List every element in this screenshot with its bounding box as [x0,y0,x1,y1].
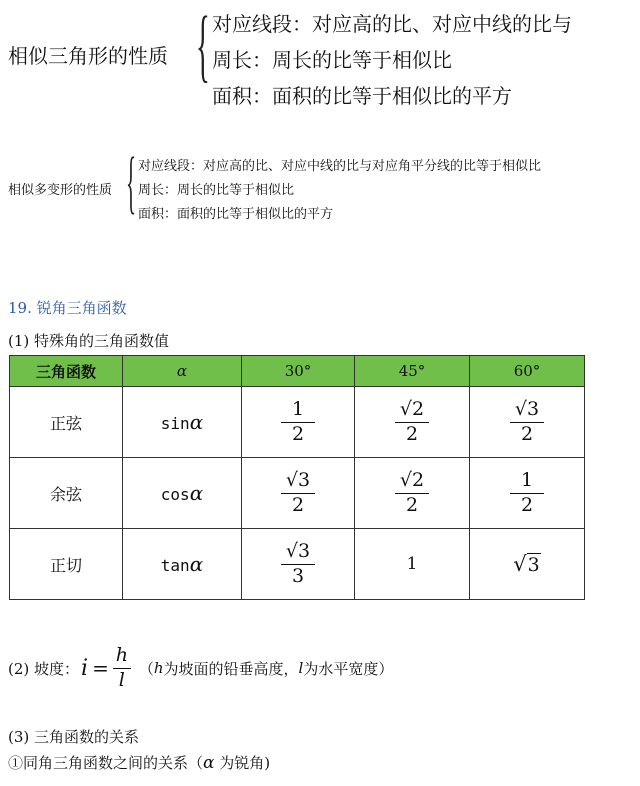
denominator: 2 [291,422,305,445]
radicand: 3 [527,554,540,576]
header-cell: 30° [242,356,355,387]
denominator: 3 [291,564,305,587]
slope-prefix: (2) 坡度： [8,659,80,678]
similar-triangle-label: 相似三角形的性质 [8,44,168,68]
fraction [281,468,315,516]
slope-note-end: 为水平宽度） [303,659,394,678]
relations-item-1 [8,752,270,773]
header-cell: 45° [355,356,470,387]
func-cell [123,387,242,458]
brace-icon: { [126,144,137,221]
fraction [281,539,315,587]
slope-note-h: h [153,659,164,677]
subsection-title: (1) 特殊角的三角函数值 [8,332,170,350]
triangle-line-segment: 对应线段：对应高的比、对应中线的比与 [212,12,572,36]
fraction [510,397,544,445]
slope-equals: = [92,656,109,680]
radical-icon: √ [513,552,527,576]
func-name: sin [160,414,190,433]
relations-item-post: 为锐角) [214,754,271,772]
value-cell [242,529,355,600]
section-heading: 19. 锐角三角函数 [8,299,127,317]
value-cell [470,458,585,529]
fraction [395,468,429,516]
numerator: √3 [285,468,311,491]
value-cell [355,458,470,529]
table-row [10,529,585,600]
slope-denominator: l [118,668,125,691]
relations-title: (3) 三角函数的关系 [8,728,140,746]
slope-i: i [81,655,89,681]
func-cell [123,529,242,600]
numerator: √2 [399,397,425,420]
value-cell [355,387,470,458]
value-cell [355,529,470,600]
func-alpha: α [189,410,204,434]
func-cell [123,458,242,529]
row-name-cell: 余弦 [10,458,123,529]
similar-polygon-label: 相似多变形的性质 [8,183,113,198]
func-alpha: α [189,552,204,576]
func-name: tan [160,556,190,575]
slope-note-open: （ [138,659,154,678]
row-name-cell: 正弦 [10,387,123,458]
header-cell: 60° [470,356,585,387]
func-alpha: α [189,481,204,505]
numerator: 1 [520,468,534,491]
numerator: 1 [291,397,305,420]
denominator: 2 [520,422,534,445]
fraction [510,468,544,516]
slope-note-l: l [298,659,304,677]
denominator: 2 [291,493,305,516]
row-name-cell: 正切 [10,529,123,600]
numerator: √3 [285,539,311,562]
value-cell [470,387,585,458]
header-cell: α [123,356,242,387]
polygon-area: 面积：面积的比等于相似比的平方 [138,207,334,222]
denominator: 2 [520,493,534,516]
slope-note-mid: 为坡面的铅垂高度， [163,659,299,678]
value-cell [242,387,355,458]
relations-alpha: α [203,753,215,773]
denominator: 2 [405,493,419,516]
table-row [10,458,585,529]
numerator: √3 [514,397,540,420]
value-cell [470,529,585,600]
sqrt-value [513,554,540,576]
fraction [395,397,429,445]
func-name: cos [160,485,190,504]
table-row [10,387,585,458]
header-cell: 三角函数 [10,356,123,387]
denominator: 2 [405,422,419,445]
relations-item-pre: ①同角三角函数之间的关系（ [8,754,204,772]
polygon-line-segment: 对应线段：对应高的比、对应中线的比与对应角平分线的比等于相似比 [138,159,542,174]
fraction [281,397,315,445]
triangle-perimeter: 周长：周长的比等于相似比 [212,48,452,72]
slope-line [8,640,393,696]
numerator: √2 [399,468,425,491]
polygon-perimeter: 周长：周长的比等于相似比 [138,183,295,198]
slope-fraction [113,643,131,691]
value-cell [242,458,355,529]
triangle-area: 面积：面积的比等于相似比的平方 [212,84,512,108]
slope-numerator: h [115,643,128,666]
trig-values-table [9,355,585,600]
plain-value: 1 [406,554,418,574]
table-header-row [10,356,585,387]
brace-icon: { [196,0,210,90]
